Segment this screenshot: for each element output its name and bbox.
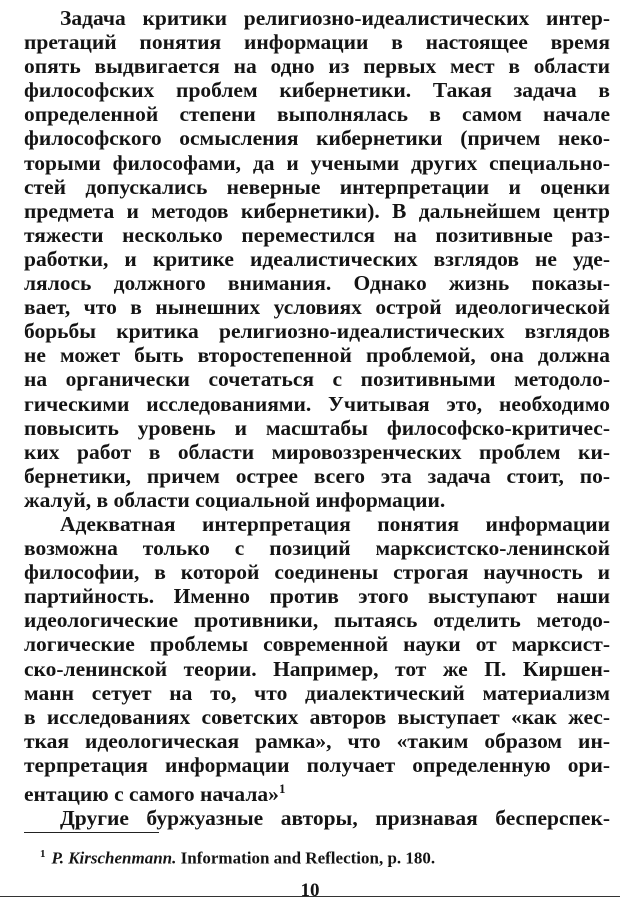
- footnote: [40, 848, 435, 869]
- text-line: терпретация информации получает определенную ори-: [24, 752, 610, 777]
- text-line: в исследованиях советских авторов выступает «как жес-: [24, 704, 610, 729]
- text-line: лялось должного внимания. Однако жизнь показы-: [24, 271, 610, 296]
- text-line: работки, и критике идеалистических взглядов не уде-: [24, 246, 610, 271]
- text-line: ких работ в области мировоззренческих проблем ки-: [24, 439, 610, 464]
- text-line: ентацию с самого начала»: [24, 782, 279, 807]
- footnote-rule: [24, 832, 159, 833]
- text-line: претаций понятия информации в настоящее время: [24, 30, 610, 55]
- footnote-author: P. Kirschenmann.: [51, 848, 177, 868]
- text-line: идеологические противники, пытаясь отделить методо-: [24, 608, 610, 633]
- text-line: ткая идеологическая рамка», что «таким образом ин-: [24, 728, 610, 753]
- text-line: Другие буржуазные авторы, признавая бесперспек-: [60, 806, 610, 831]
- text-line: тяжести несколько переместился на позитивные раз-: [24, 222, 610, 247]
- text-line: Адекватная интерпретация понятия информации: [60, 511, 610, 536]
- bottom-rule: [0, 896, 620, 897]
- text-line: Задача критики религиозно-идеалистических интер-: [60, 6, 610, 30]
- text-line: на органически сочетаться с позитивными методоло-: [24, 367, 610, 392]
- text-line: возможна только с позиций марксистско-ленинской: [24, 536, 610, 561]
- text-line: философских проблем кибернетики. Такая задача в: [24, 78, 610, 103]
- text-line: не может быть второстепенной проблемой, она должна: [24, 343, 610, 368]
- text-line: бернетики, причем острее всего эта задача стоит, по-: [24, 463, 610, 488]
- page-number: 10: [300, 880, 320, 901]
- text-line: философского осмысления кибернетики (причем неко-: [24, 126, 610, 151]
- text-line: вает, что в нынешних условиях острой идеологической: [24, 295, 610, 320]
- footnote-reference: 1: [278, 781, 286, 796]
- footnote-number: 1: [40, 848, 46, 860]
- text-line: жалуй, в области социальной информации.: [24, 487, 446, 512]
- text-line: торыми философами, да и учеными других специально-: [24, 150, 610, 175]
- text-line: опять выдвигается на одно из первых мест в области: [24, 54, 610, 79]
- footnote-title: Information and Reflection, p. 180.: [180, 848, 436, 868]
- text-line-with-note: [24, 777, 610, 806]
- text-line: ско-ленинской теории. Например, тот же П. Киршен-: [24, 656, 610, 681]
- text-line: партийность. Именно против этого выступают наши: [24, 584, 610, 609]
- text-line: борьбы критика религиозно-идеалистических взглядов: [24, 319, 610, 344]
- text-line: гическими исследованиями. Учитывая это, необходимо: [24, 391, 610, 416]
- text-line: определенной степени выполнялась в самом начале: [24, 102, 610, 127]
- body-text: [24, 6, 610, 830]
- text-line: философии, в которой соединены строгая научность и: [24, 560, 610, 585]
- text-line: предмета и методов кибернетики). В дальнейшем центр: [24, 198, 610, 223]
- text-line: стей допускались неверные интерпретации и оценки: [24, 174, 610, 199]
- text-line: логические проблемы современной науки от марксист-: [24, 632, 610, 657]
- text-line: манн сетует на то, что диалектический материализм: [24, 680, 610, 705]
- text-line: повысить уровень и масштабы философско-критичес-: [24, 415, 610, 440]
